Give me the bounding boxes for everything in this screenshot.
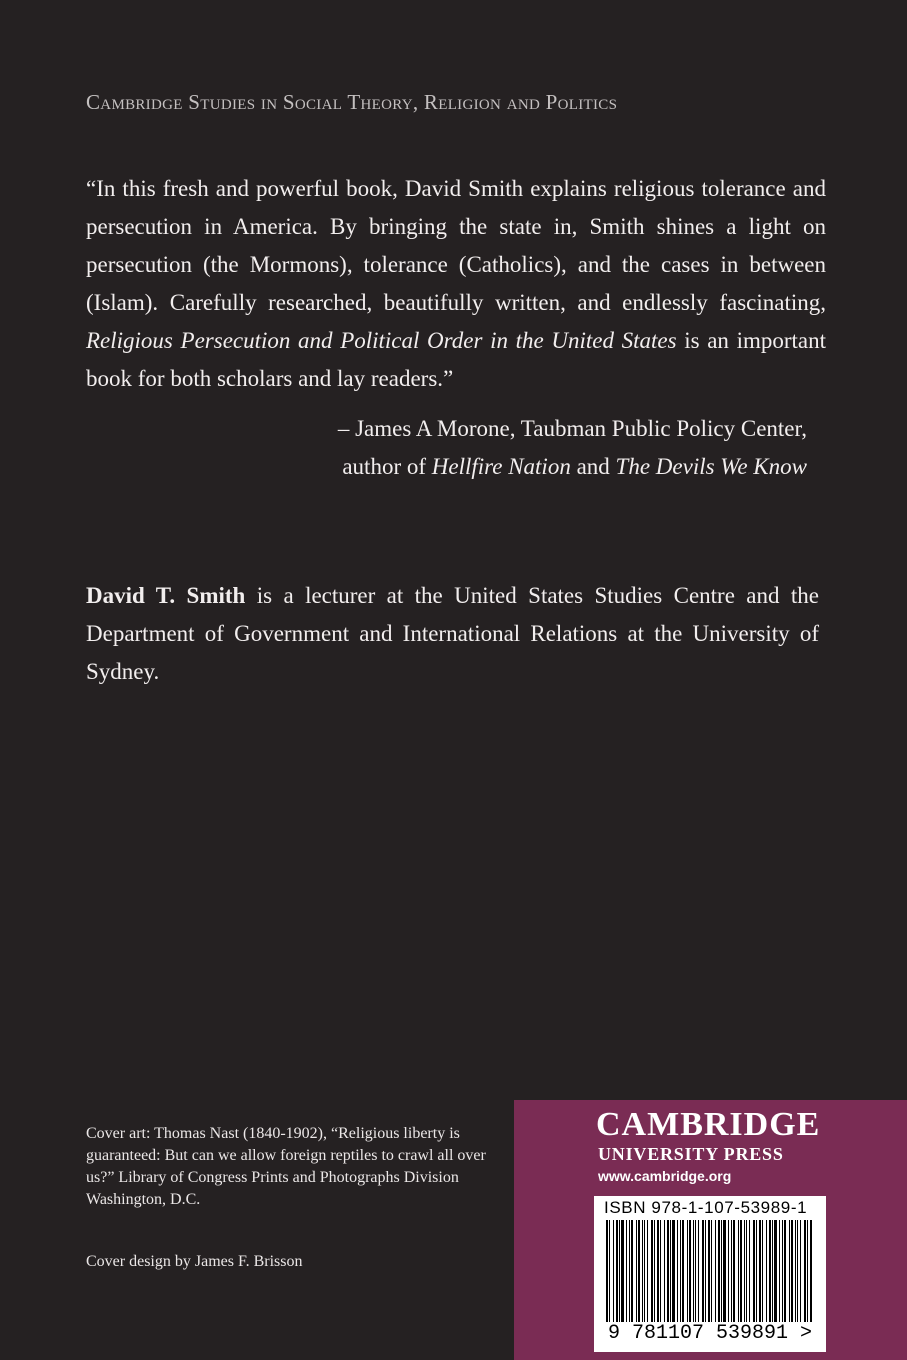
barcode-box: [594, 1196, 826, 1352]
endorsement-quote: [86, 170, 826, 398]
attribution-prefix: author of: [342, 454, 432, 479]
attribution-line-2: [247, 448, 807, 486]
isbn-label: ISBN 978-1-107-53989-1: [604, 1198, 808, 1217]
cover-art-credit: Cover art: Thomas Nast (1840-1902), “Religious liberty is guaranteed: But can we allow foreign reptiles to crawl all over us?” Library of Congress Prints and Photographs Division Washington, D.C.: [86, 1125, 486, 1208]
barcode-digits: 9 781107 539891 >: [607, 1322, 813, 1345]
author-bio: [86, 577, 819, 691]
attribution-conj: and: [570, 454, 616, 479]
author-name: David T. Smith: [86, 583, 246, 608]
attribution-line-1: – James A Morone, Taubman Public Policy Center,: [337, 416, 807, 441]
quote-text-end: is an important book for both scholars and lay readers.”: [86, 328, 826, 391]
publisher-url: www.cambridge.org: [598, 1168, 732, 1184]
attribution-book-1: Hellfire Nation: [431, 454, 571, 479]
barcode-icon: [604, 1220, 816, 1322]
publisher-subname: UNIVERSITY PRESS: [598, 1144, 784, 1164]
series-title: Cambridge Studies in Social Theory, Religion and Politics: [86, 90, 618, 114]
quote-text-start: “In this fresh and powerful book, David Smith explains religious tolerance and persecution in America. By bringing the state in, Smith shines a light on persecution (the Mormons), tolerance (Catholics), and the cases in between (Islam). Carefully researched, beautifully written, and endlessly fascinating,: [86, 176, 826, 315]
quote-book-title: Religious Persecution and Political Order in the United States: [86, 328, 677, 353]
publisher-name: CAMBRIDGE: [596, 1106, 821, 1143]
publisher-panel: [514, 1100, 907, 1360]
attribution-book-2: The Devils We Know: [615, 454, 807, 479]
cover-design-credit: Cover design by James F. Brisson: [86, 1253, 303, 1270]
author-bio-text: is a lecturer at the United States Studies Centre and the Department of Government and International Relations at the University of Sydney.: [86, 583, 819, 684]
endorsement-attribution: [247, 410, 807, 486]
